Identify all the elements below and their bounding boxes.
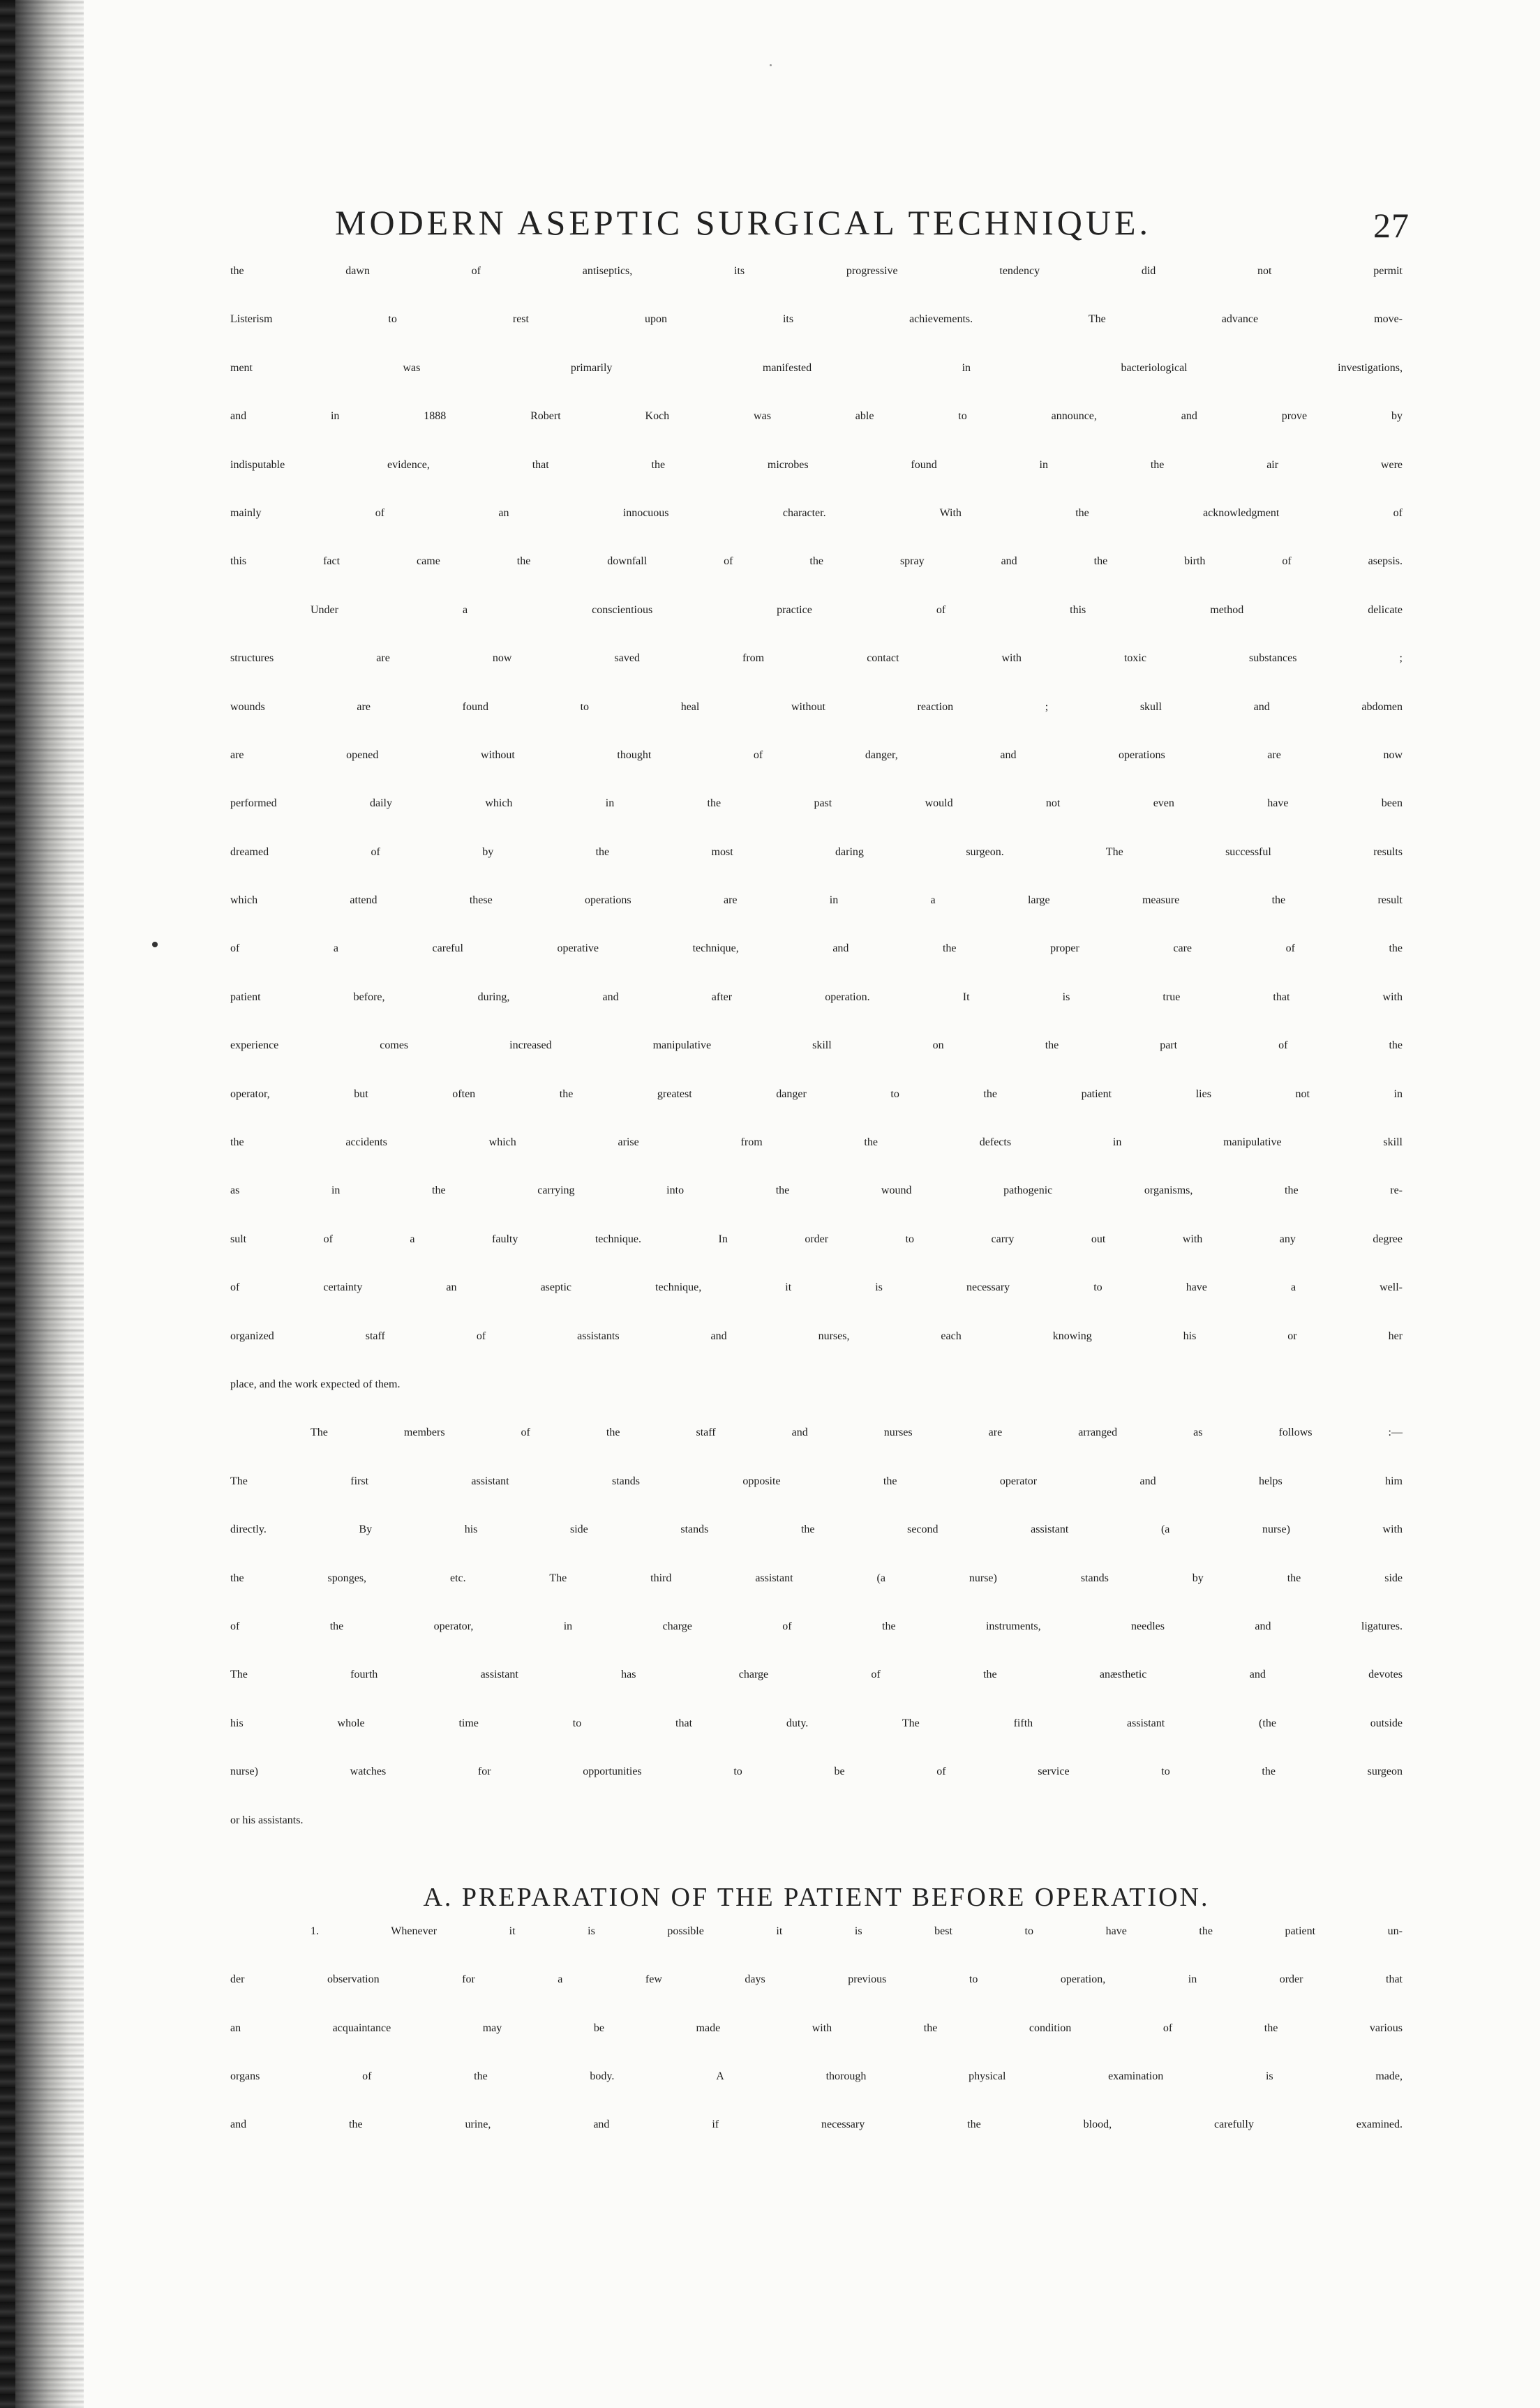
text-line: of certainty an aseptic technique, it is necessary to have a well- bbox=[230, 1281, 1403, 1294]
text-line: the dawn of antiseptics, its progressive tendency did not permit bbox=[230, 265, 1403, 277]
running-head-title: MODERN ASEPTIC SURGICAL TECHNIQUE. bbox=[335, 203, 1152, 242]
text-line: der observation for a few days previous to operation, in order that bbox=[230, 1973, 1403, 1986]
text-line: Under a conscientious practice of this method delicate bbox=[311, 603, 1403, 616]
page-number: 27 bbox=[1373, 206, 1410, 245]
text-line: of the operator, in charge of the instruments, needles and ligatures. bbox=[230, 1620, 1403, 1632]
text-line: organs of the body. A thorough physical examination is made, bbox=[230, 2070, 1403, 2083]
text-line: ment was primarily manifested in bacteriological investigations, bbox=[230, 361, 1403, 374]
text-line: wounds are found to heal without reaction ; skull and abdomen bbox=[230, 700, 1403, 713]
margin-mark bbox=[152, 942, 158, 947]
text-line: and the urine, and if necessary the blood, carefully examined. bbox=[230, 2119, 1403, 2131]
text-line: or his assistants. bbox=[230, 1814, 304, 1826]
scan-speck bbox=[770, 64, 772, 66]
paragraph-3 bbox=[230, 1427, 1403, 1863]
running-head bbox=[230, 202, 1410, 265]
text-line: The fourth assistant has charge of the anæsthetic and devotes bbox=[230, 1669, 1403, 1681]
section-heading: A. PREPARATION OF THE PATIENT BEFORE OPERATION. bbox=[423, 1882, 1210, 1912]
book-page bbox=[230, 202, 1410, 2167]
text-line: experience comes increased manipulative skill on the part of the bbox=[230, 1039, 1403, 1052]
text-line: and in 1888 Robert Koch was able to announce, and prove by bbox=[230, 410, 1403, 423]
text-line: directly. By his side stands the second assistant (a nurse) with bbox=[230, 1523, 1403, 1536]
book-spine-edge bbox=[0, 0, 15, 2408]
text-line: are opened without thought of danger, and operations are now bbox=[230, 748, 1403, 761]
text-line: The first assistant stands opposite the operator and helps him bbox=[230, 1475, 1403, 1487]
text-line: place, and the work expected of them. bbox=[230, 1378, 401, 1390]
text-line: performed daily which in the past would not even have been bbox=[230, 797, 1403, 810]
text-line: patient before, during, and after operation. It is true that with bbox=[230, 991, 1403, 1003]
text-line: which attend these operations are in a large measure the result bbox=[230, 894, 1403, 907]
text-line: organized staff of assistants and nurses, each knowing his or her bbox=[230, 1330, 1403, 1342]
text-line: Listerism to rest upon its achievements. The advance move- bbox=[230, 313, 1403, 326]
text-line: structures are now saved from contact with toxic substances ; bbox=[230, 652, 1403, 665]
text-line: mainly of an innocuous character. With the acknowledgment of bbox=[230, 506, 1403, 519]
paragraph-4 bbox=[230, 1925, 1403, 2167]
text-line: 1. Whenever it is possible it is best to have the patient un- bbox=[311, 1925, 1403, 1937]
text-line: indisputable evidence, that the microbes found in the air were bbox=[230, 458, 1403, 471]
text-line: his whole time to that duty. The fifth assistant (the outside bbox=[230, 1717, 1403, 1729]
text-line: sult of a faulty technique. In order to carry out with any degree bbox=[230, 1233, 1403, 1245]
text-line: this fact came the downfall of the spray and the birth of asepsis. bbox=[230, 555, 1403, 568]
body-text bbox=[230, 265, 1403, 2167]
text-line: as in the carrying into the wound pathogenic organisms, the re- bbox=[230, 1184, 1403, 1197]
text-line: an acquaintance may be made with the condition of the various bbox=[230, 2022, 1403, 2034]
text-line: nurse) watches for opportunities to be of service to the surgeon bbox=[230, 1766, 1403, 1778]
text-line: the sponges, etc. The third assistant (a nurse) stands by the side bbox=[230, 1572, 1403, 1584]
text-line: of a careful operative technique, and the proper care of the bbox=[230, 942, 1403, 955]
text-line: dreamed of by the most daring surgeon. The successful results bbox=[230, 845, 1403, 858]
text-line: operator, but often the greatest danger to the patient lies not in bbox=[230, 1088, 1403, 1100]
text-line: the accidents which arise from the defects in manipulative skill bbox=[230, 1136, 1403, 1149]
text-line: The members of the staff and nurses are arranged as follows :— bbox=[311, 1427, 1403, 1439]
paragraph-2 bbox=[230, 604, 1403, 1427]
paragraph-1 bbox=[230, 265, 1403, 604]
